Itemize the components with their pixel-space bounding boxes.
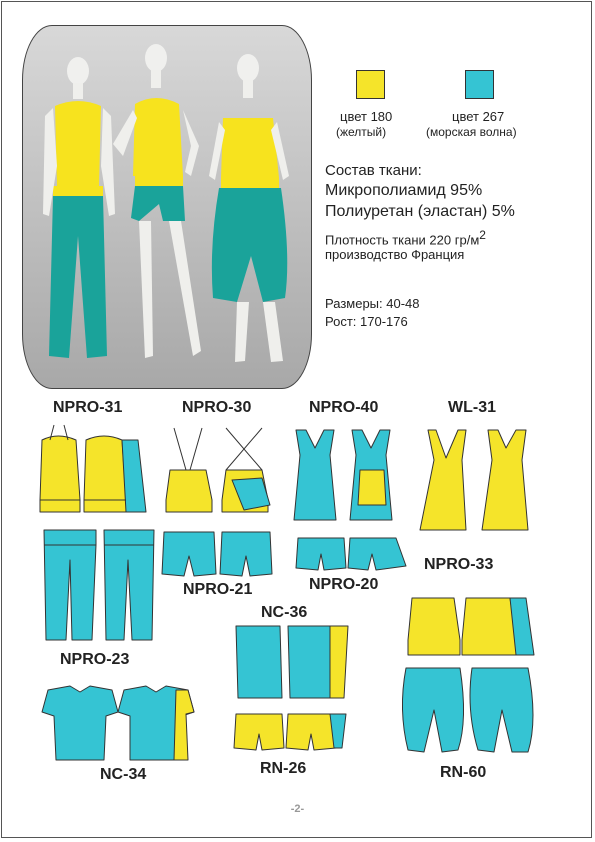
color-code-180: цвет 180 xyxy=(340,109,393,124)
model-npro21: NPRO-21 xyxy=(183,581,253,598)
model-npro30: NPRO-30 xyxy=(182,399,252,416)
sizes: Размеры: 40-48 xyxy=(325,296,420,311)
model-npro40: NPRO-40 xyxy=(309,399,379,416)
sketch-npro23 xyxy=(44,530,154,640)
model-npro23: NPRO-23 xyxy=(60,651,130,668)
fabric-line1: Микрополиамид 95% xyxy=(325,182,483,199)
sketch-nc34 xyxy=(42,686,194,760)
model-npro31: NPRO-31 xyxy=(53,399,123,416)
color-name-180: (желтый) xyxy=(336,125,387,139)
model-npro33: NPRO-33 xyxy=(424,556,494,573)
page-number: -2- xyxy=(290,803,305,815)
model-npro20: NPRO-20 xyxy=(309,576,379,593)
sketch-npro33 xyxy=(408,598,534,655)
model-nc34: NC-34 xyxy=(100,766,147,783)
model-nc36: NC-36 xyxy=(261,604,308,621)
color-code-267: цвет 267 xyxy=(452,109,505,124)
fabric-title: Состав ткани: xyxy=(325,162,422,179)
fabric-origin: производство Франция xyxy=(325,247,465,262)
sketch-npro30 xyxy=(166,428,270,512)
sketch-nc36 xyxy=(236,626,348,698)
sketch-rn60 xyxy=(402,668,533,752)
sketch-npro31 xyxy=(40,425,146,512)
height: Рост: 170-176 xyxy=(325,314,408,329)
fabric-line2: Полиуретан (эластан) 5% xyxy=(325,203,515,220)
sketch-npro20 xyxy=(296,538,406,570)
model-rn60: RN-60 xyxy=(440,764,487,781)
sketch-rn26 xyxy=(234,714,346,750)
fabric-density: Плотность ткани 220 $гр/м^2$ xyxy=(325,228,486,248)
color-name-267: (морская волна) xyxy=(426,125,517,139)
sketch-npro40 xyxy=(294,430,392,520)
sketch-npro21 xyxy=(162,532,272,576)
model-rn26: RN-26 xyxy=(260,760,307,777)
model-wl31: WL-31 xyxy=(448,399,496,416)
sketch-wl31 xyxy=(420,430,528,530)
density-superscript: 2 xyxy=(479,228,486,242)
